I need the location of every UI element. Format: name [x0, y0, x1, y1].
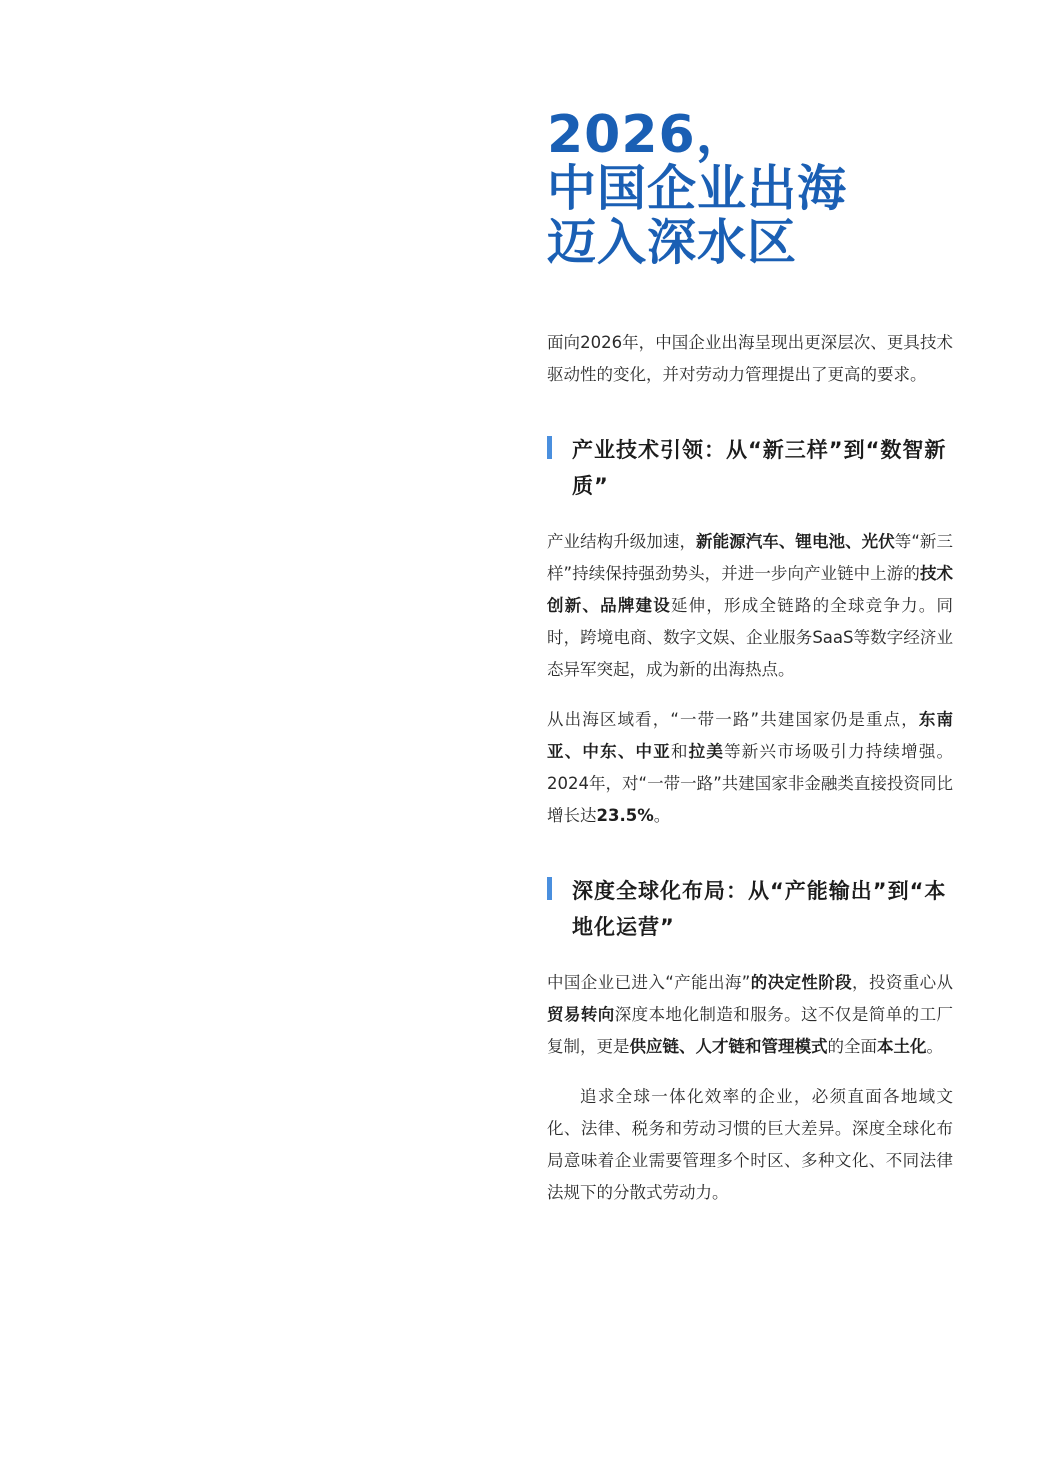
emphasis-text: 供应链、人才链和管理模式	[629, 1037, 828, 1056]
emphasis-text: 新能源汽车、锂电池、光伏	[696, 532, 895, 551]
body-text: 产业结构升级加速，	[547, 532, 697, 551]
body-text: 的全面	[827, 1037, 877, 1056]
title-line-2: 中国企业出海	[547, 160, 848, 217]
emphasis-text: 本土化	[877, 1037, 927, 1056]
paragraph	[547, 526, 953, 686]
emphasis-text: 拉美	[688, 742, 725, 761]
body-text: ，投资重心从	[852, 973, 954, 992]
section-industry-tech	[547, 432, 953, 504]
paragraph: 追求全球一体化效率的企业，必须直面各地域文化、法律、税务和劳动习惯的巨大差异。深度全球化布局意味着企业需要管理多个时区、多种文化、不同法律法规下的分散式劳动力。	[547, 1087, 953, 1202]
body-text: 等新兴市场吸引力持续增强。2024年，对“一带一路”共建国家非金融类直接投资同比增长达	[547, 742, 954, 825]
intro-paragraph: 面向2026年，中国企业出海呈现出更深层次、更具技术驱动性的变化，并对劳动力管理提出了更高的要求。	[547, 333, 953, 384]
section-body-global-layout	[547, 967, 953, 1209]
title-line-3: 迈入深水区	[547, 214, 798, 271]
body-text: 中国企业已进入“产能出海”	[547, 973, 751, 992]
body-text: 。	[653, 806, 671, 825]
section-global-layout	[547, 873, 953, 945]
body-text: 和	[670, 742, 689, 761]
emphasis-text: 的决定性阶段	[750, 973, 853, 992]
emphasis-text: 东南亚、中东、中亚	[547, 710, 954, 761]
article-column	[547, 105, 954, 1209]
page-title	[547, 105, 953, 271]
section-marker-bar	[547, 436, 552, 459]
section-body-industry-tech	[547, 526, 953, 832]
emphasis-text: 技术创新、品牌建设	[547, 564, 953, 615]
section-heading-industry-tech: 产业技术引领：从“新三样”到“数智新质”	[572, 438, 947, 498]
body-text: 延伸，形成全链路的全球竞争力。同时，跨境电商、数字文娱、企业服务SaaS等数字经济业态异军突起，成为新的出海热点。	[547, 596, 954, 679]
title-line-1: 2026，	[547, 105, 749, 165]
section-heading-global-layout: 深度全球化布局：从“产能输出”到“本地化运营”	[572, 879, 947, 939]
body-text: 深度本地化制造和服务。这不仅是简单的工厂复制，更是	[547, 1005, 954, 1056]
body-text: 等“新三样”持续保持强劲势头，并进一步向产业链中上游的	[547, 532, 953, 583]
paragraph	[547, 967, 953, 1063]
body-text: 从出海区域看，“一带一路”共建国家仍是重点，	[547, 710, 919, 729]
section-marker-bar	[547, 877, 552, 900]
paragraph	[547, 704, 953, 832]
emphasis-text: 23.5%	[596, 806, 654, 825]
emphasis-text: 贸易转向	[547, 1005, 615, 1024]
body-text: 。	[926, 1037, 943, 1056]
